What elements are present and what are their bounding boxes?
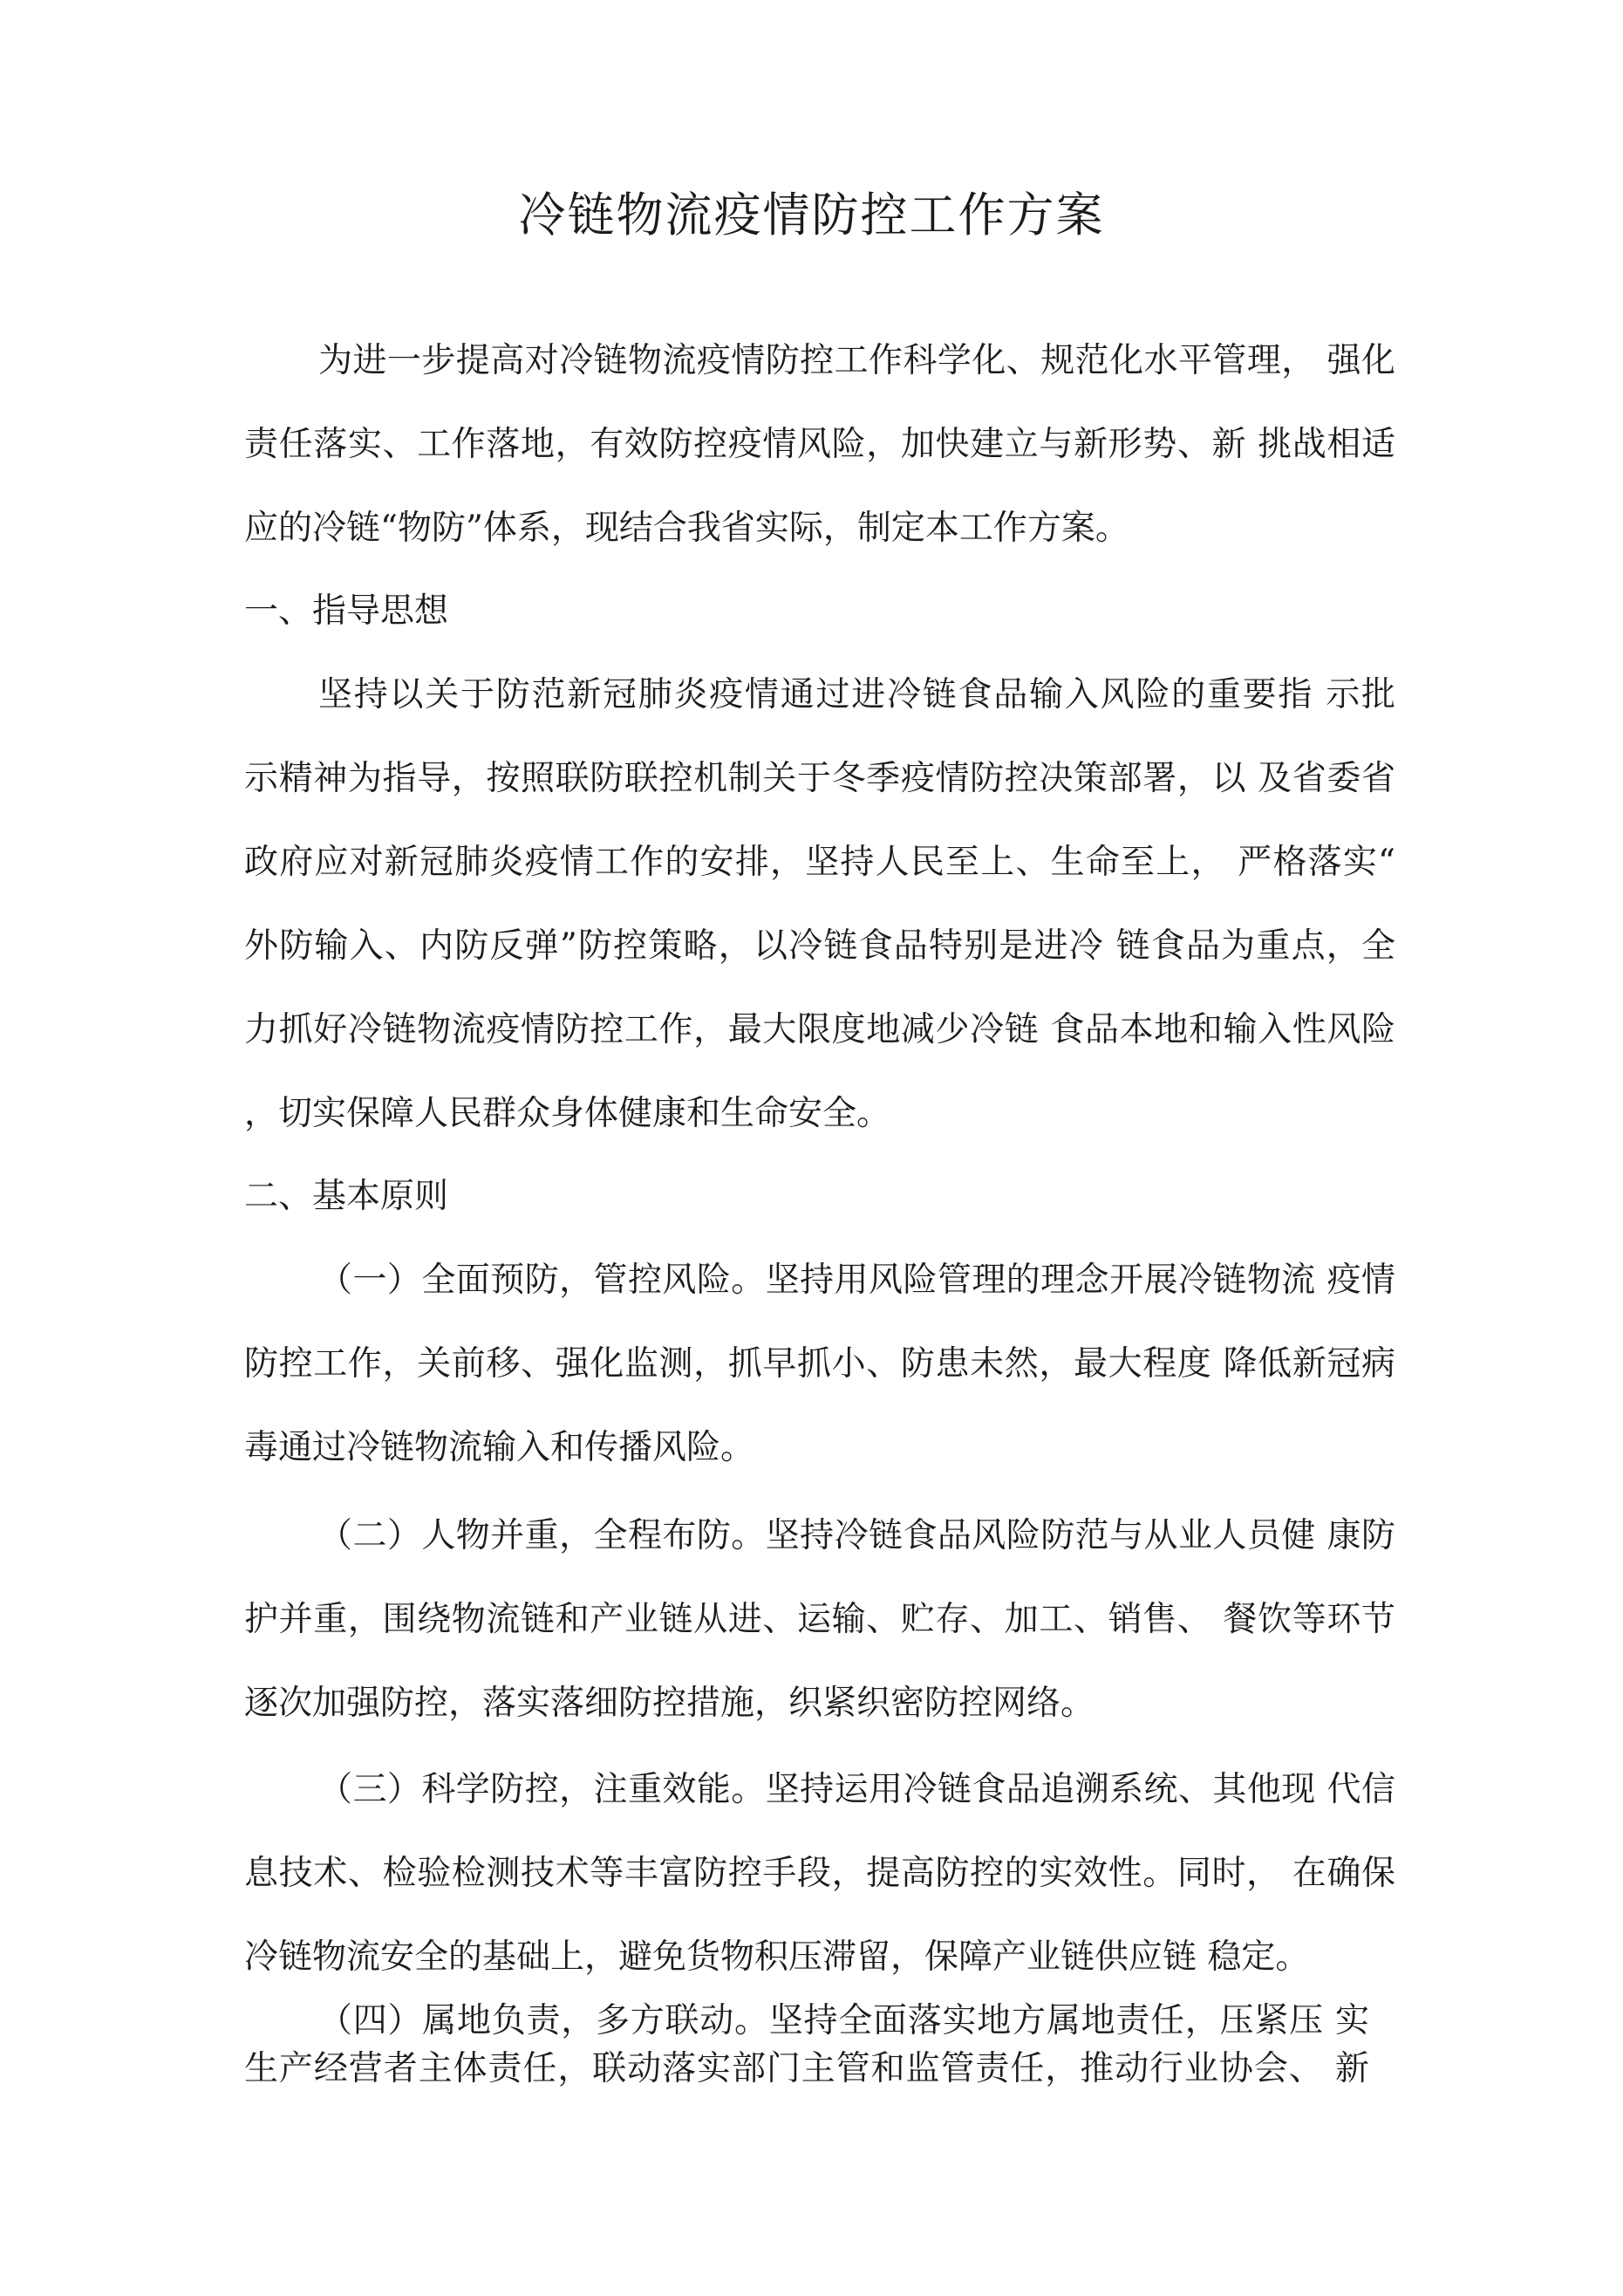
principle-3-line-1: （三）科学防控，注重效能。坚持运用冷链食品追溯系统、其他现 代信 — [318, 1770, 1395, 1809]
section1-line-4: 外防输入、内防反弹”防控策略，以冷链食品特别是进冷 链食品为重点，全 — [244, 926, 1395, 966]
principle-3-line-3: 冷链物流安全的基础上，避免货物积压滞留，保障产业链供应链 稳定。 — [244, 1937, 1310, 1977]
section1-line-2: 示精神为指导，按照联防联控机制关于冬季疫情防控决策部署，以 及省委省 — [244, 759, 1395, 798]
principle-2-line-1: （二）人物并重，全程布防。坚持冷链食品风险防范与从业人员健 康防 — [318, 1516, 1395, 1555]
section1-line-1: 坚持以关于防范新冠肺炎疫情通过进冷链食品输入风险的重要指 示批 — [318, 675, 1395, 714]
intro-line-1: 为进一步提高对冷链物流疫情防控工作科学化、规范化水平管理， 强化 — [318, 341, 1395, 380]
principle-1-line-2: 防控工作，关前移、强化监测，抓早抓小、防患未然，最大程度 降低新冠病 — [244, 1344, 1395, 1384]
section1-line-6: ，切实保障人民群众身体健康和生命安全。 — [244, 1094, 891, 1133]
principle-1-line-1: （一）全面预防，管控风险。坚持用风险管理的理念开展冷链物流 疫情 — [318, 1261, 1395, 1300]
document-title: 冷链物流疫情防控工作方案 — [518, 188, 1105, 243]
principle-1-line-3: 毒通过冷链物流输入和传播风险。 — [244, 1428, 755, 1467]
principle-2-line-2: 护并重，围绕物流链和产业链从进、运输、贮存、加工、销售、 餐饮等环节 — [244, 1600, 1395, 1639]
section-heading-guiding-ideology: 一、指导思想 — [244, 591, 449, 631]
section1-line-3: 政府应对新冠肺炎疫情工作的安排，坚持人民至上、生命至上， 严格落实“ — [244, 843, 1395, 882]
principle-4-line-1: （四）属地负责，多方联动。坚持全面落实地方属地责任，压紧压 实 — [318, 2001, 1369, 2040]
section-heading-basic-principles: 二、基本原则 — [244, 1177, 449, 1216]
principle-2-line-3: 逐次加强防控，落实落细防控措施，织紧织密防控网络。 — [244, 1684, 1095, 1723]
intro-line-2: 责任落实、工作落地，有效防控疫情风险，加快建立与新形势、新 挑战相适 — [244, 425, 1395, 464]
section1-line-5: 力抓好冷链物流疫情防控工作，最大限度地减少冷链 食品本地和输入性风险 — [244, 1010, 1395, 1049]
intro-line-3: 应的冷链“物防”体系，现结合我省实际，制定本工作方案。 — [244, 509, 1129, 548]
principle-4-line-2: 生产经营者主体责任，联动落实部门主管和监管责任，推动行业协会、 新 — [244, 2049, 1369, 2088]
principle-3-line-2: 息技术、检验检测技术等丰富防控手段，提高防控的实效性。同时， 在确保 — [244, 1854, 1395, 1893]
